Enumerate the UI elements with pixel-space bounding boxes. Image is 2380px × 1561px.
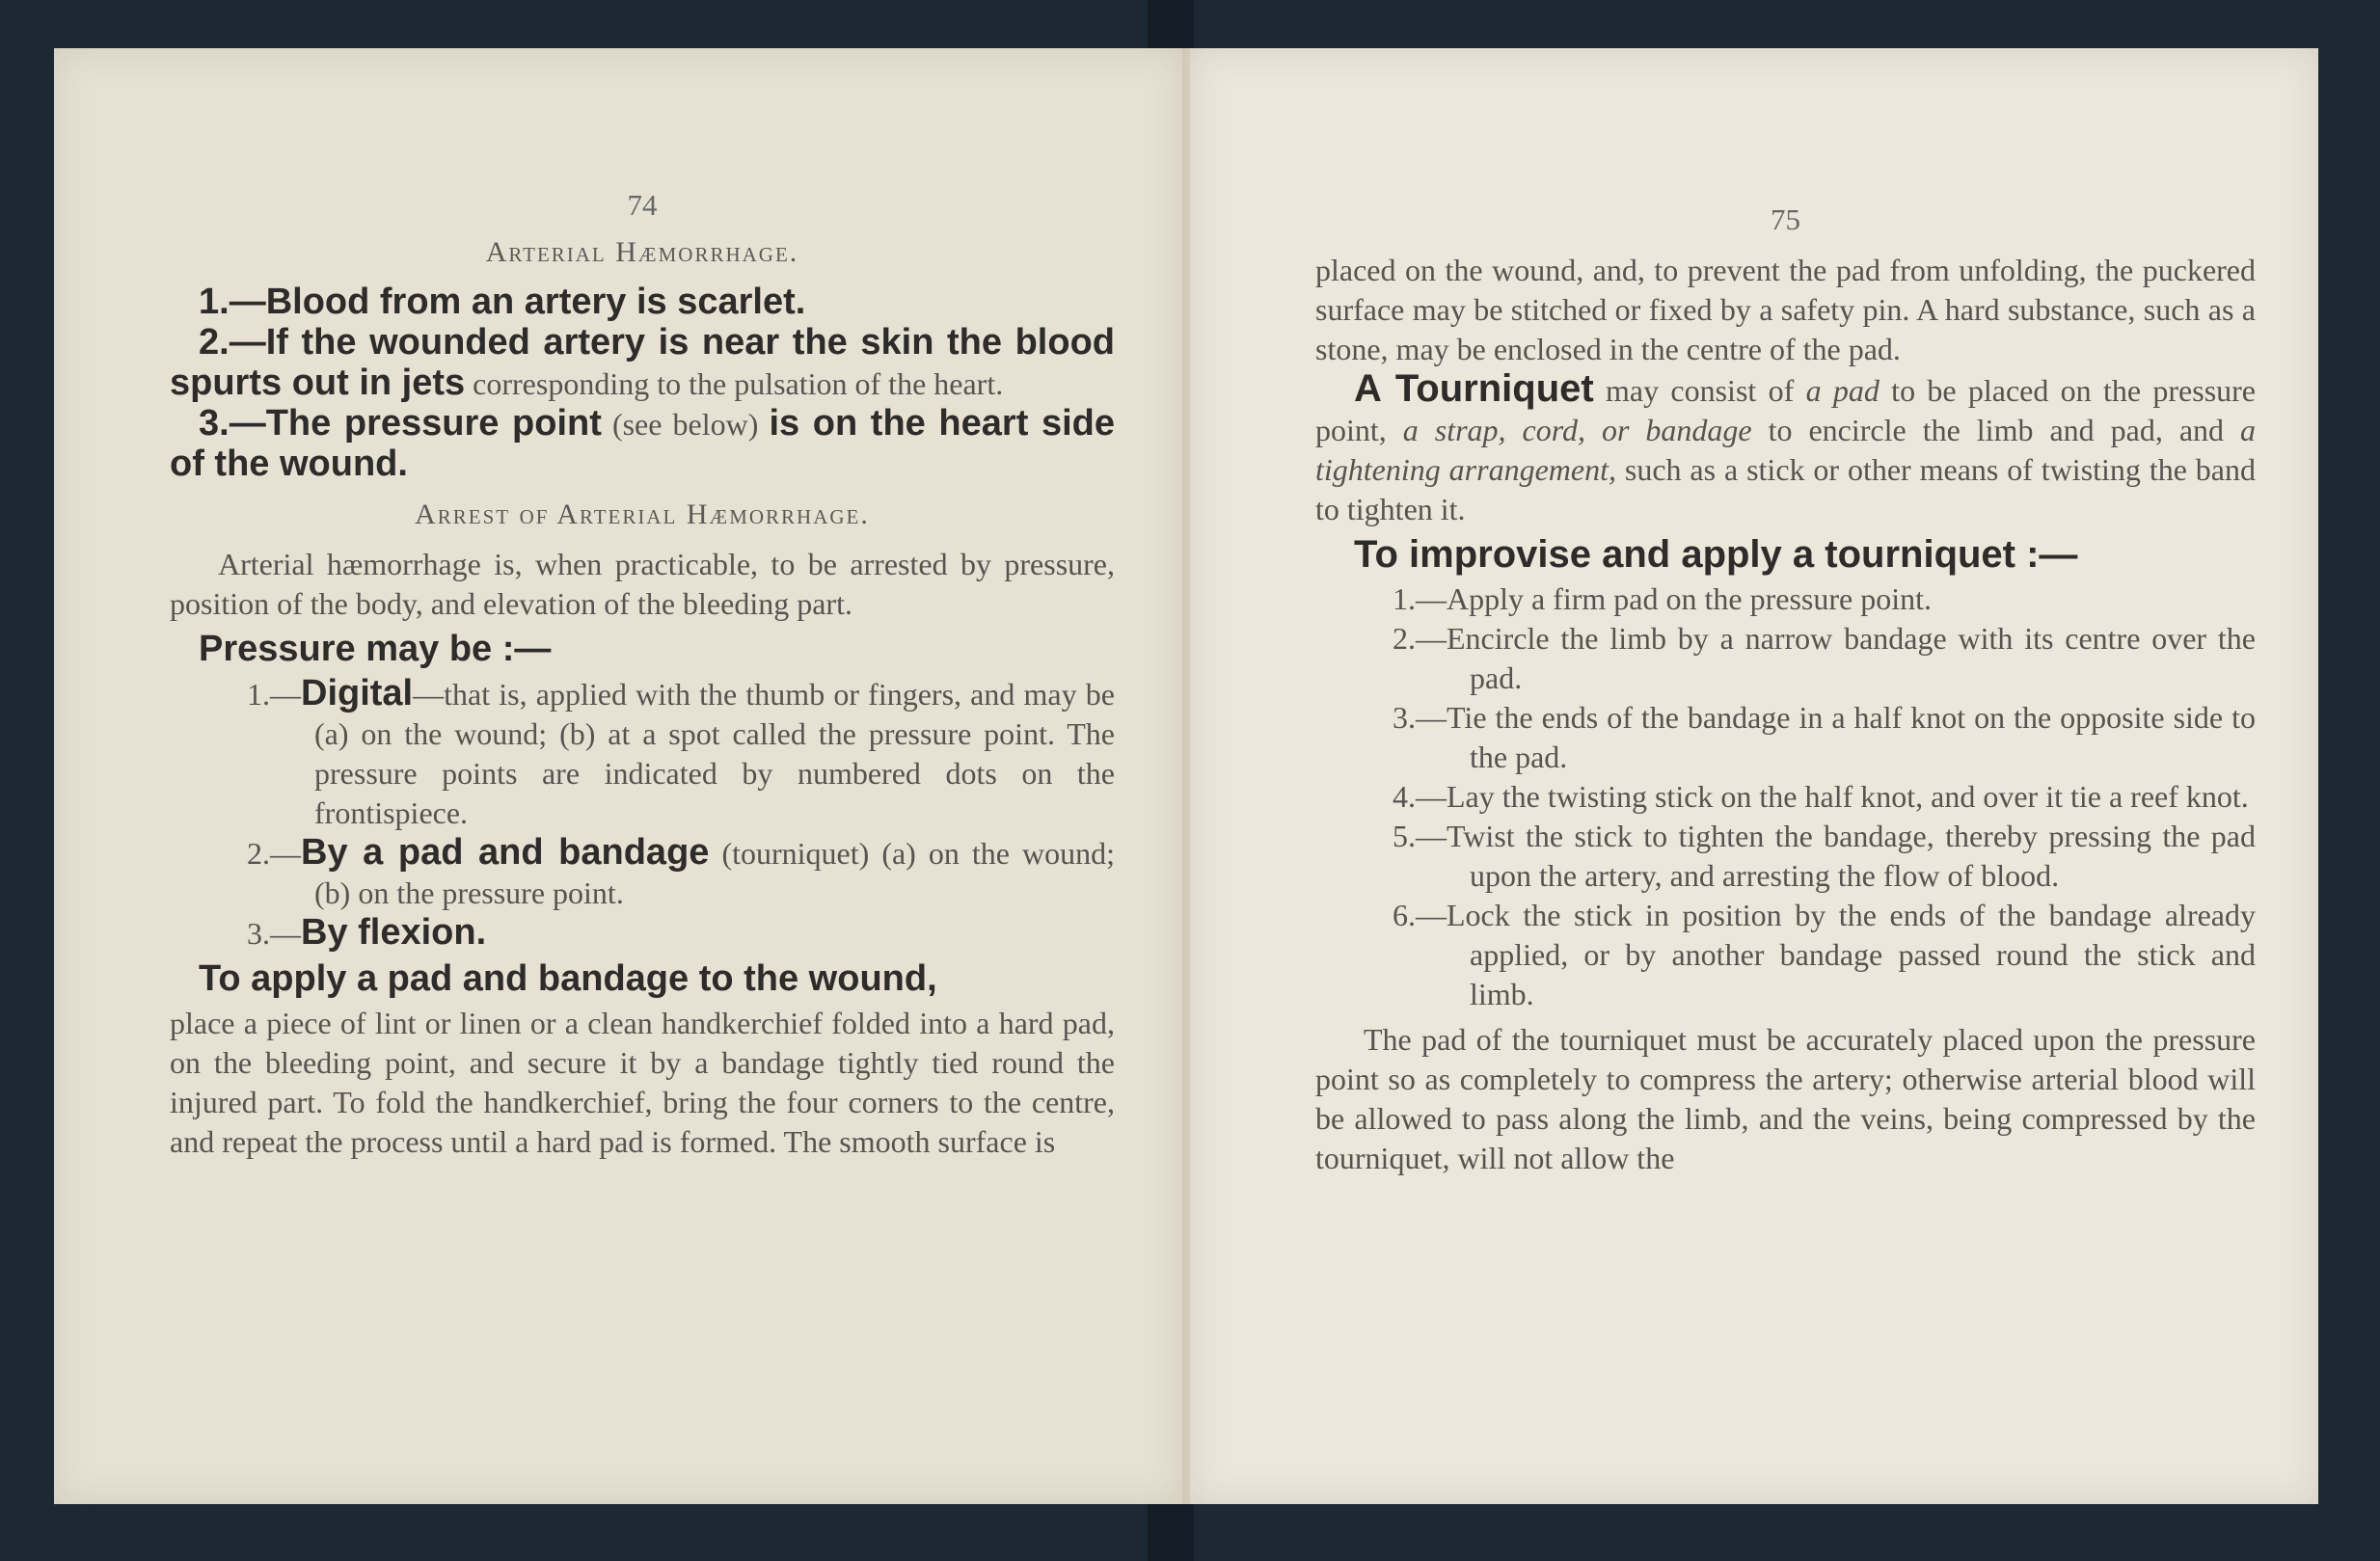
rule-3 xyxy=(170,404,1115,485)
apply-paragraph: place a piece of lint or linen or a clean handkerchief folded into a hard pad, on the bleeding point, and secure it by a bandage tightly tied round the injured part. To fold the handkerchief, bring the four corners to the centre, and repeat the process until a hard pad is formed. The smooth surface is xyxy=(170,1006,1115,1159)
pressure-item-1-text: —that is, applied with the thumb or fingers, and may be (a) on the wound; (b) at a spot called the pressure point. The pressure points are indicated by numbered dots on the frontispiece. xyxy=(314,677,1115,830)
closing-paragraph: The pad of the tourniquet must be accurately placed upon the pressure point so as completely to compress the artery; otherwise arterial blood will be allowed to pass along the limb, and the veins, being compressed by the tourniquet, will not allow the xyxy=(1315,1022,2256,1175)
rule-1 xyxy=(170,283,1115,323)
step-1 xyxy=(1315,579,2256,619)
pressure-item-1 xyxy=(170,674,1115,833)
tourniquet-italic-a: a pad xyxy=(1805,373,1880,408)
continuation-paragraph: placed on the wound, and, to prevent the pad from unfolding, the puckered surface may be stitched or fixed by a safety pin. A hard substance, such as a stone, may be enclosed in the centre of the pad. xyxy=(1315,253,2256,366)
pressure-item-3 xyxy=(170,913,1115,954)
pressure-item-2-number: 2.— xyxy=(247,836,301,871)
step-4-text: Lay the twisting stick on the half knot, and over it tie a reef knot. xyxy=(1447,779,2249,814)
step-3-text: Tie the ends of the bandage in a half knot on the opposite side to the pad. xyxy=(1447,700,2256,774)
tourniquet-paragraph xyxy=(1315,369,2256,529)
right-page xyxy=(1190,48,2318,1504)
pressure-item-1-number: 1.— xyxy=(247,677,301,712)
rule-1-number: 1.— xyxy=(199,282,266,322)
tourniquet-italic-b: a strap, cord, or bandage xyxy=(1402,413,1752,447)
pressure-item-2-text: (tourniquet) (a) on the wound; (b) on the pressure point. xyxy=(314,836,1116,910)
page-number-74: 74 xyxy=(627,188,658,222)
section-title-arrest: Arrest of Arterial Hæmorrhage. xyxy=(415,498,870,530)
step-3 xyxy=(1315,698,2256,777)
tourniquet-italic-c: a tightening arrangement, xyxy=(1315,413,2257,487)
right-page-content xyxy=(1315,202,2256,1178)
rule-2 xyxy=(170,323,1115,404)
rule-3-bold-2: is on the heart side of the wound. xyxy=(170,403,1116,484)
tourniquet-text-c: to encircle the limb and pad, and xyxy=(1751,413,2241,447)
step-1-text: Apply a firm pad on the pressure point. xyxy=(1447,581,1932,616)
rule-2-bold: If the wounded artery is near the skin the blood spurts out in jets xyxy=(170,322,1115,403)
step-5-text: Twist the stick to tighten the bandage, thereby pressing the pad upon the artery, and arresting the flow of blood. xyxy=(1447,819,2256,893)
step-4-number: 4.— xyxy=(1393,779,1447,814)
pressure-item-1-bold: Digital xyxy=(301,673,414,713)
pressure-item-3-number: 3.— xyxy=(247,916,301,951)
page-number-75: 75 xyxy=(1771,202,1800,236)
step-4 xyxy=(1315,777,2256,817)
step-1-number: 1.— xyxy=(1393,581,1447,616)
step-6 xyxy=(1315,896,2256,1014)
pressure-item-2-bold: By a pad and bandage xyxy=(301,832,710,873)
apply-heading: To apply a pad and bandage to the wound, xyxy=(199,958,937,999)
tourniquet-text-a: may consist of xyxy=(1593,373,1806,408)
step-6-text: Lock the stick in position by the ends of the bandage already applied, or by another bandage passed round the stick and limb. xyxy=(1447,898,2256,1011)
pressure-item-3-bold: By flexion. xyxy=(301,912,487,953)
rule-3-text: (see below) xyxy=(601,407,770,442)
step-5-number: 5.— xyxy=(1393,819,1447,853)
tourniquet-text-b: to be placed on the pressure point, xyxy=(1315,373,2257,447)
step-3-number: 3.— xyxy=(1393,700,1447,735)
rule-2-text: corresponding to the pulsation of the heart. xyxy=(465,366,1004,401)
arrest-paragraph: Arterial hæmorrhage is, when practicable, to be arrested by pressure, position of the body, and elevation of the bleeding part. xyxy=(170,547,1115,621)
left-page xyxy=(54,48,1182,1504)
rule-3-number: 3.— xyxy=(199,403,266,444)
rule-1-bold: Blood from an artery is scarlet. xyxy=(265,282,806,322)
section-title-arterial: Arterial Hæmorrhage. xyxy=(485,236,799,268)
improvise-heading: To improvise and apply a tourniquet :— xyxy=(1354,533,2078,576)
pressure-item-2 xyxy=(170,833,1115,913)
step-5 xyxy=(1315,817,2256,896)
step-2 xyxy=(1315,619,2256,698)
left-page-content xyxy=(170,188,1115,1162)
step-2-number: 2.— xyxy=(1393,621,1447,656)
pressure-heading: Pressure may be :— xyxy=(199,629,552,669)
step-6-number: 6.— xyxy=(1393,898,1447,932)
step-2-text: Encircle the limb by a narrow bandage with its centre over the pad. xyxy=(1447,621,2256,695)
rule-3-bold: The pressure point xyxy=(265,403,602,444)
rule-2-number: 2.— xyxy=(199,322,266,363)
tourniquet-bold: A Tourniquet xyxy=(1354,367,1594,410)
tourniquet-text-d: such as a stick or other means of twisting the band to tighten it. xyxy=(1315,452,2257,526)
